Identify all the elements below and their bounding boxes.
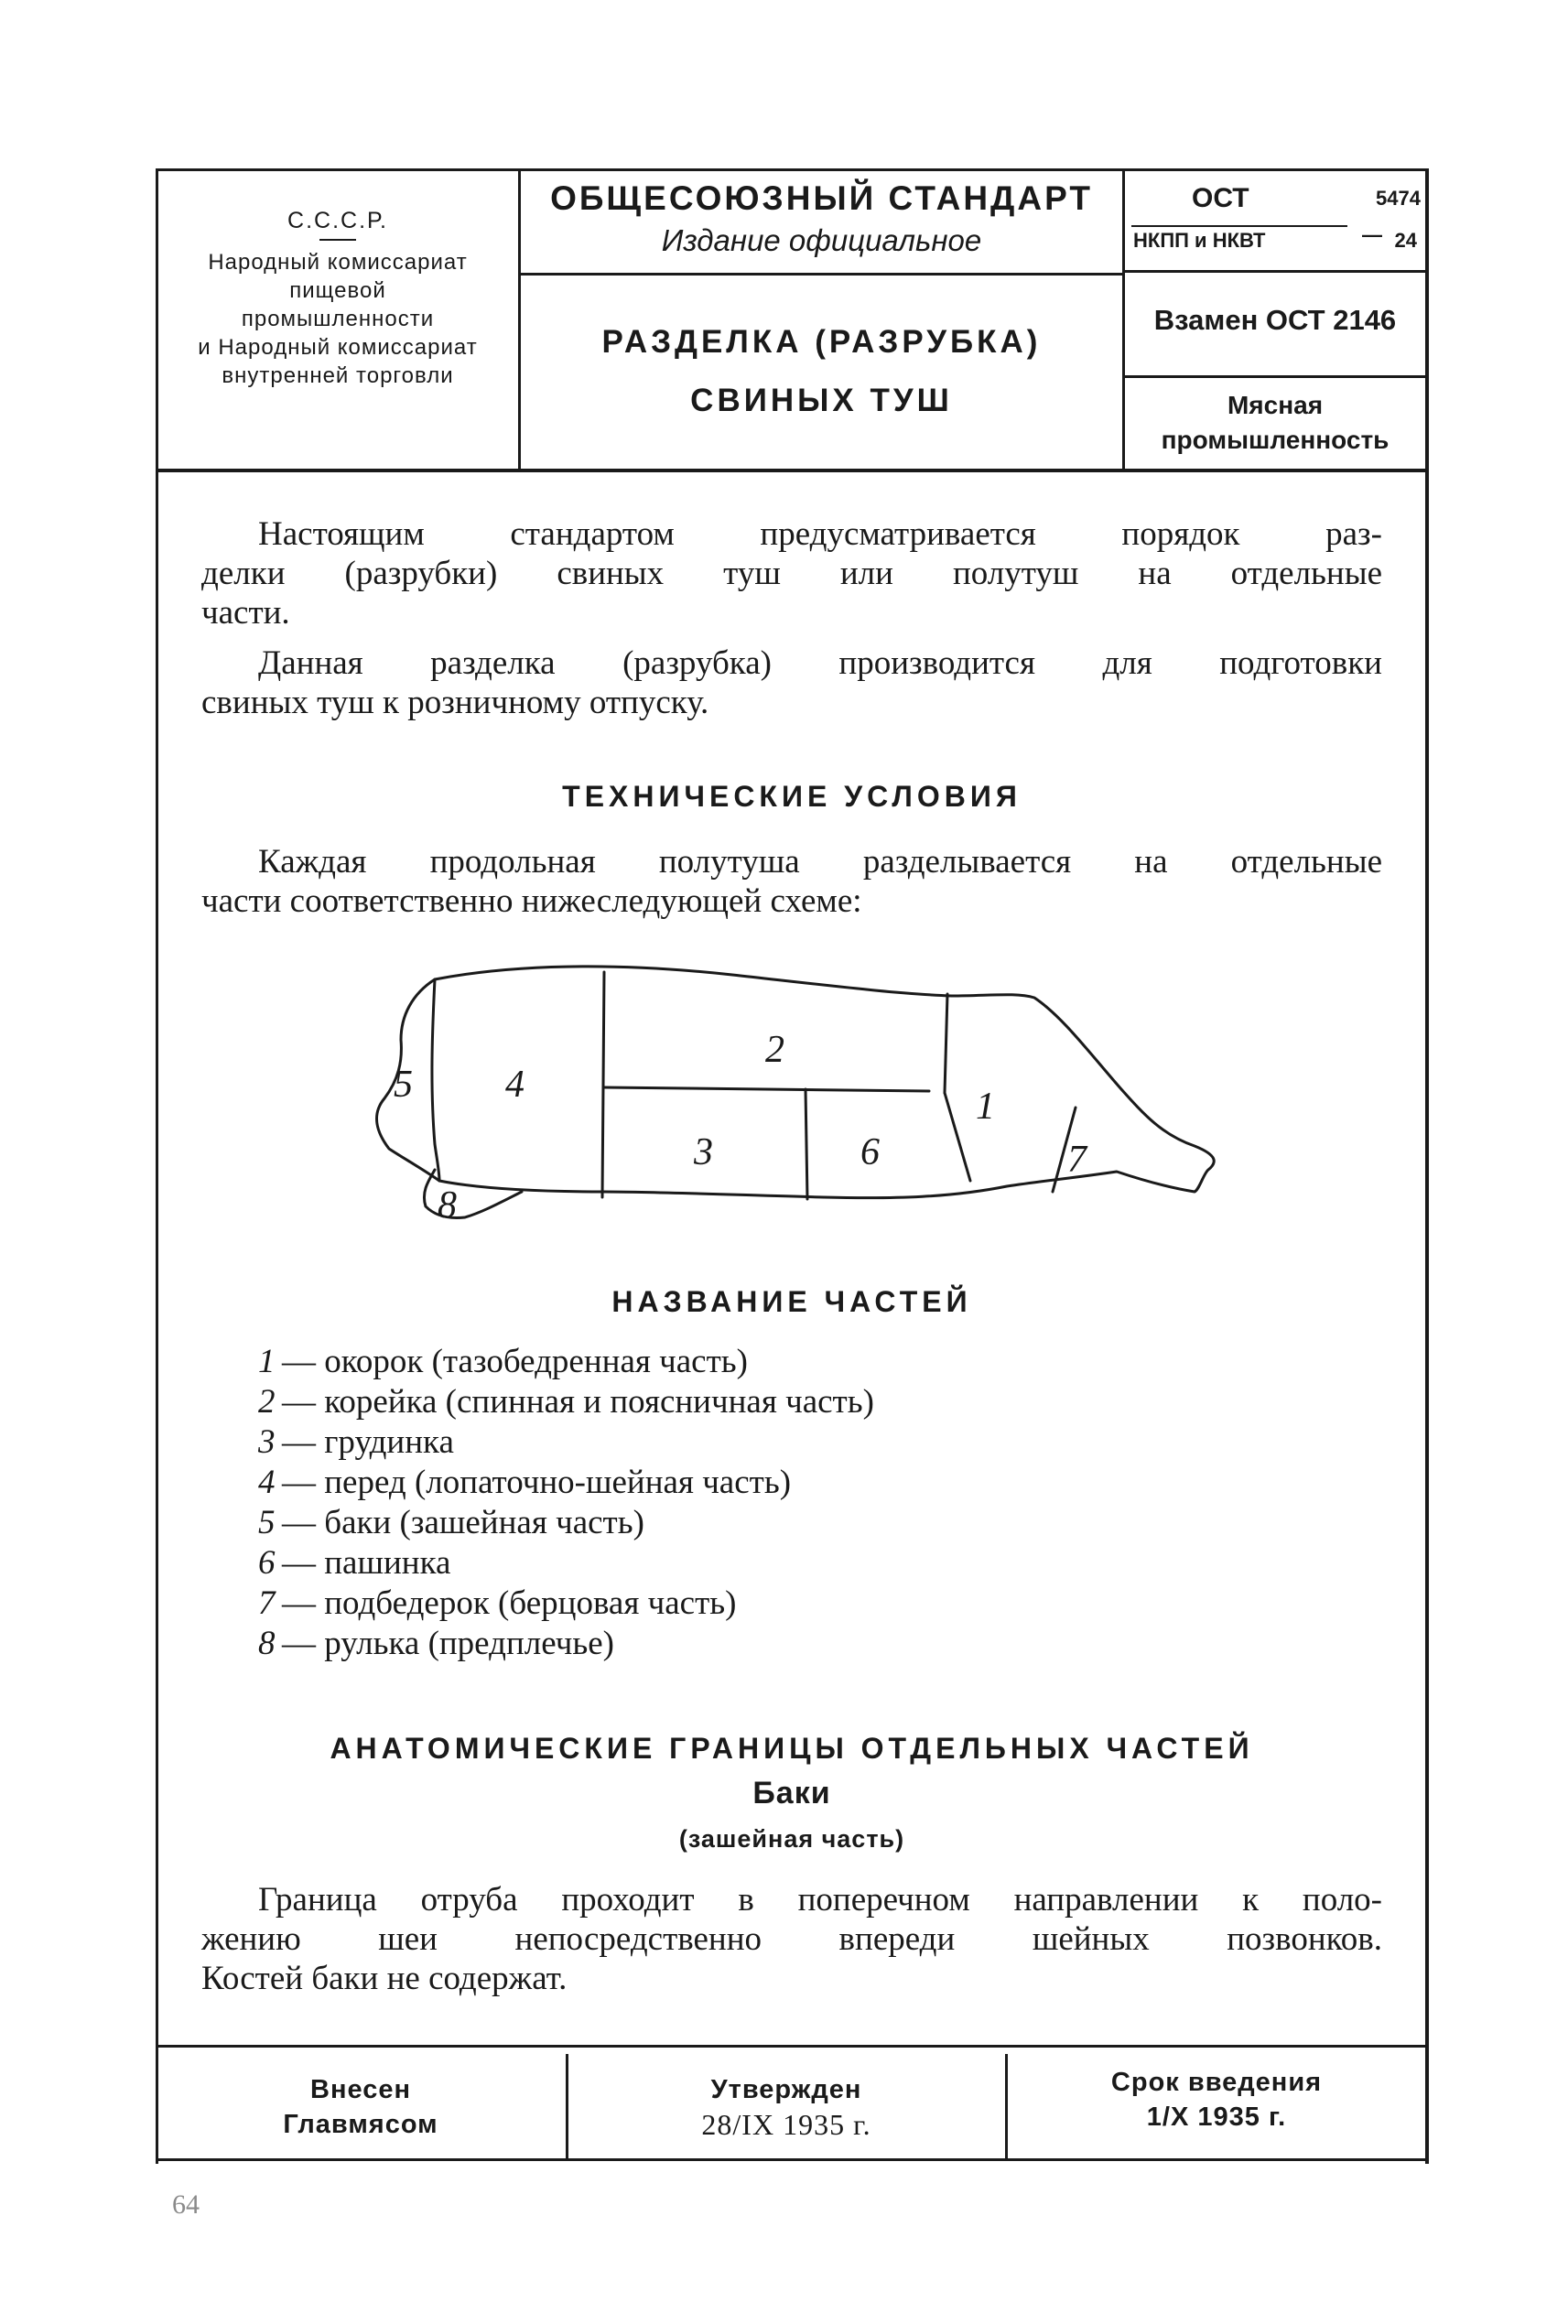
ost-block — [1128, 183, 1422, 256]
list-item — [258, 1422, 1173, 1463]
footer-label: Утвержден — [710, 2075, 862, 2104]
text-line: делки (разрубки) свиных туш или полутуш на отдельные — [201, 555, 1382, 592]
commissariat-line: внутренней торговли — [222, 363, 454, 388]
diagram-label-4: 4 — [505, 1064, 524, 1106]
list-item — [258, 1543, 1173, 1584]
ost-number: 5474 — [1376, 187, 1421, 210]
industry-block — [1128, 388, 1422, 458]
footer-effective-date — [1009, 2065, 1424, 2135]
cut-line-5 — [432, 979, 439, 1181]
cut-line-3-6 — [806, 1089, 807, 1199]
diagram-label-2: 2 — [765, 1029, 784, 1071]
part-number: 8 — [258, 1625, 276, 1662]
list-item — [258, 1463, 1173, 1503]
topic-line: СВИНЫХ ТУШ — [690, 383, 953, 418]
part-number: 7 — [258, 1584, 276, 1622]
list-item — [258, 1342, 1173, 1382]
ost-org: НКПП и НКВТ — [1133, 229, 1266, 252]
part-number: 2 — [258, 1383, 276, 1421]
part-name: — рулька (предплечье) — [282, 1625, 614, 1662]
commissariat-line: и Народный комиссариат — [198, 335, 478, 360]
part-name: — окорок (тазобедренная часть) — [282, 1343, 748, 1380]
text-line: части. — [201, 594, 290, 632]
page-number: 64 — [172, 2189, 200, 2220]
diagram-label-1: 1 — [976, 1086, 995, 1128]
footer-value: 28/IX 1935 г. — [701, 2108, 871, 2141]
diagram-label-5: 5 — [394, 1064, 413, 1106]
intro-paragraph — [201, 514, 1382, 722]
standard-title: ОБЩЕСОЮЗНЫЙ СТАНДАРТ — [550, 179, 1093, 217]
edition-label: Издание официальное — [661, 223, 982, 257]
part-number: 1 — [258, 1343, 276, 1380]
carcass-outline — [377, 967, 1215, 1198]
part-name: — баки (зашейная часть) — [282, 1504, 644, 1541]
diagram-label-6: 6 — [860, 1131, 880, 1173]
diagram-label-3: 3 — [694, 1131, 713, 1173]
list-item — [258, 1503, 1173, 1543]
text-line: Костей баки не содержат. — [201, 1960, 568, 1997]
part-number: 6 — [258, 1544, 276, 1582]
commissariat-line: Народный комиссариат — [208, 250, 468, 275]
part-name: — перед (лопаточно-шейная часть) — [282, 1464, 792, 1501]
list-item — [258, 1584, 1173, 1624]
text-line: части соответственно нижеследующей схеме: — [201, 882, 862, 920]
text-line: свиных туш к розничному отпуску. — [201, 684, 709, 721]
subsection-note: (зашейная часть) — [678, 1825, 905, 1853]
carcass-cut-diagram — [348, 952, 1227, 1254]
footer-value: Главмясом — [283, 2110, 438, 2139]
text-line: Данная разделка (разрубка) производится для подготовки — [258, 644, 1382, 682]
cut-line-2 — [604, 1087, 929, 1091]
tech-paragraph — [201, 842, 1382, 921]
part-name: — подбедерок (берцовая часть) — [282, 1584, 737, 1622]
anatomy-paragraph — [201, 1880, 1382, 1998]
cut-line-6-1 — [945, 1093, 970, 1181]
commissariat-line: промышленности — [241, 307, 435, 331]
footer-label: Внесен — [310, 2075, 411, 2104]
part-name: — пашинка — [282, 1544, 451, 1582]
text-line: Каждая продольная полутуша разделывается на отдельные — [258, 843, 1382, 881]
footer-introduced — [159, 2072, 562, 2142]
diagram-label-7: 7 — [1067, 1139, 1087, 1181]
standard-title-block — [522, 179, 1121, 258]
section-heading: АНАТОМИЧЕСКИЕ ГРАНИЦЫ ОТДЕЛЬНЫХ ЧАСТЕЙ — [330, 1732, 1254, 1765]
text-line: Граница отруба проходит в поперечном направлении к поло- — [258, 1881, 1382, 1919]
section-heading: ТЕХНИЧЕСКИЕ УСЛОВИЯ — [562, 780, 1022, 813]
part-number: 4 — [258, 1464, 276, 1501]
list-item — [258, 1624, 1173, 1664]
text-line: Настоящим стандартом предусматривается порядок раз- — [258, 515, 1382, 553]
part-number: 5 — [258, 1504, 276, 1541]
divider — [319, 239, 356, 241]
part-name: — корейка (спинная и поясничная часть) — [282, 1383, 874, 1421]
cut-line-1 — [945, 994, 947, 1093]
ost-label: ОСТ — [1192, 183, 1249, 213]
footer-value: 1/X 1935 г. — [1146, 2102, 1287, 2132]
part-number: 3 — [258, 1423, 276, 1461]
ost-year: 24 — [1394, 229, 1417, 252]
part-name: — грудинка — [282, 1423, 454, 1461]
diagram-label-8: 8 — [438, 1184, 457, 1227]
topic-line: РАЗДЕЛКА (РАЗРУБКА) — [601, 324, 1042, 360]
subsection-heading: Баки — [752, 1776, 831, 1811]
parts-list — [258, 1342, 1173, 1664]
replaces-label: Взамен ОСТ 2146 — [1153, 304, 1397, 336]
country-label: С.С.С.Р. — [287, 208, 388, 233]
divider — [1131, 225, 1347, 227]
cut-line-4 — [602, 972, 604, 1197]
industry-line: Мясная — [1227, 391, 1324, 419]
commissariat-line: пищевой — [289, 278, 386, 303]
footer-approved — [569, 2072, 1003, 2142]
issuer-block — [159, 207, 516, 390]
section-heading: НАЗВАНИЕ ЧАСТЕЙ — [611, 1285, 972, 1318]
footer-label: Срок введения — [1110, 2068, 1323, 2097]
list-item — [258, 1382, 1173, 1422]
text-line: жению шеи непосредственно впереди шейных позвонков. — [201, 1920, 1382, 1958]
industry-line: промышленность — [1161, 426, 1390, 454]
topic-block — [522, 313, 1121, 430]
ost-dash: — — [1362, 223, 1382, 246]
